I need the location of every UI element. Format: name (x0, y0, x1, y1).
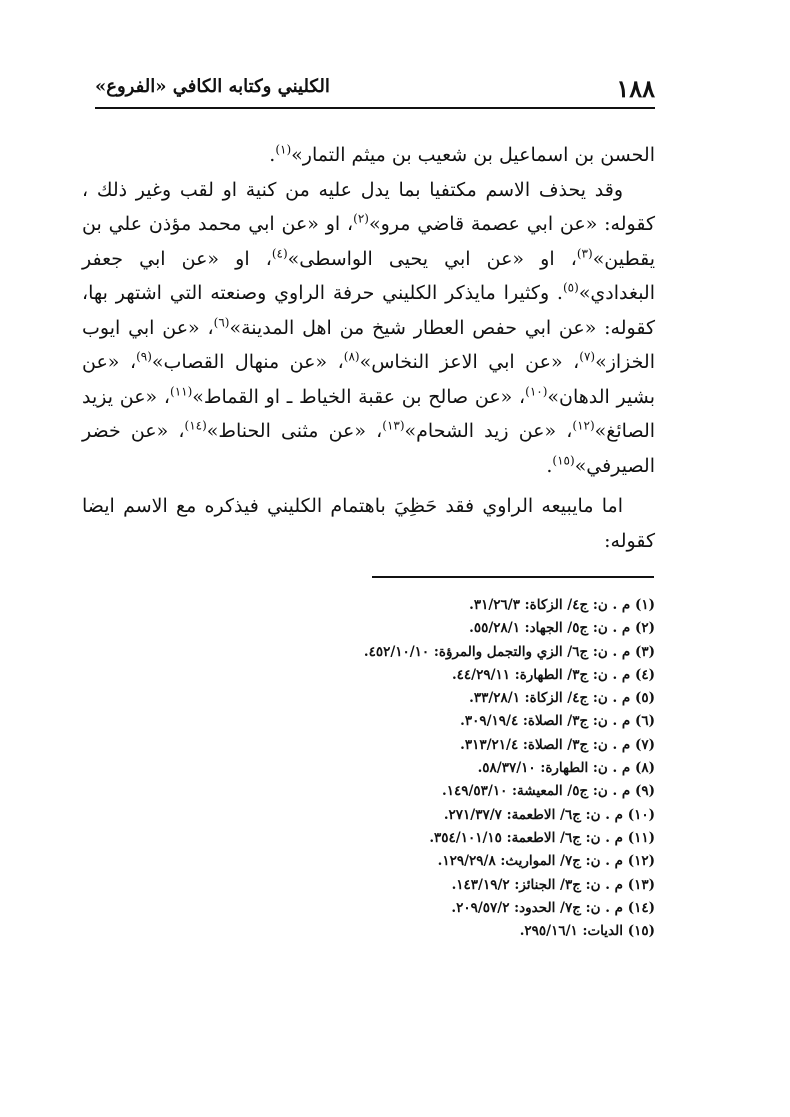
footnote-divider (372, 576, 654, 578)
footnote-item: (١٢) م . ن: ج٧/ المواريث: ١٢٩/٢٩/٨. (437, 853, 655, 870)
footnote-item: (٩) م . ن: ج٥/ المعيشة: ١٤٩/٥٣/١٠. (442, 783, 655, 800)
paragraph-text: ، «عن زيد الشحام» (404, 420, 573, 442)
paragraph-3 (82, 489, 655, 558)
paragraph-text: ، «عن بشير الدهان» (82, 351, 655, 408)
footnote-ref[interactable]: (٧) (579, 349, 596, 364)
footnotes (300, 594, 655, 943)
footnote-item: (٥) م . ن: ج٤/ الزكاة: ٣٣/٢٨/١. (469, 690, 655, 707)
paragraph-text: ، او «عن ابي جعفر البغدادي» (82, 247, 655, 304)
footnote-ref[interactable]: (٦) (213, 315, 230, 330)
paragraph-text: ، «عن ابي ايوب الخزاز» (82, 316, 655, 373)
running-title: الكليني وكتابه الكافي «الفروع» (95, 76, 330, 97)
paragraph-text: وقد يحذف الاسم مكتفيا بما يدل عليه من كنية او لقب وغير ذلك ، كقوله: «عن ابي عصمة قاضي مرو» (82, 178, 655, 235)
footnote-item: (٣) م . ن: ج٦/ الزي والتجمل والمرؤة: ٤٥٢/١٠/١٠. (363, 643, 655, 660)
footnote-ref[interactable]: (٥) (562, 280, 579, 295)
footnote-item: (٢) م . ن: ج٥/ الجهاد: ٥٥/٢٨/١. (469, 620, 655, 637)
footnote-ref[interactable]: (١٢) (572, 418, 595, 433)
footnote-ref[interactable]: (١) (275, 142, 292, 157)
footnote-item: (٨) م . ن: الطهارة: ٥٨/٣٧/١٠. (477, 760, 655, 777)
footnote-ref[interactable]: (٨) (343, 349, 360, 364)
footnote-ref[interactable]: (٤) (271, 246, 288, 261)
paragraph-text: ، او «عن ابي يحيى الواسطى» (287, 247, 577, 270)
footnote-ref[interactable]: (١٠) (525, 384, 548, 399)
paragraph-text: ، «عن خضر الصيرفي» (82, 420, 655, 477)
paragraph-text: اما مايبيعه الراوي فقد حَظِيَ باهتمام الكليني فيذكره مع الاسم ايضا كقوله: (82, 495, 655, 552)
paragraph-1 (82, 138, 655, 173)
footnote-ref[interactable]: (٢) (353, 211, 369, 226)
footnote-ref[interactable]: (١٤) (184, 418, 207, 433)
paragraph-text: . (546, 454, 553, 477)
paragraph-text: ، «عن منهال القصاب» (151, 351, 344, 373)
paragraph-text: ، «عن صالح بن عقبة الخياط ـ او القماط» (192, 385, 526, 408)
page-header (95, 70, 655, 106)
footnote-item: (١١) م . ن: ج٦/ الاطعمة: ٣٥٤/١٠١/١٥. (429, 829, 655, 846)
paragraph-2 (82, 173, 655, 484)
main-text (82, 138, 655, 558)
paragraph-text: ، «عن ابي الاعز النخاس» (359, 351, 580, 373)
paragraph-text: . (269, 144, 276, 166)
paragraph-text: ، او «عن ابي محمد مؤذن علي بن يقطين» (82, 213, 655, 270)
footnote-item: (١٥) الديات: ٢٩٥/١٦/١. (519, 923, 655, 940)
footnote-item: (١٣) م . ن: ج٣/ الجنائز: ١٤٣/١٩/٢. (451, 876, 655, 893)
footnote-ref[interactable]: (١١) (170, 384, 193, 399)
header-divider (95, 107, 655, 109)
footnote-item: (١) م . ن: ج٤/ الزكاة: ٣١/٢٦/٣. (469, 597, 655, 613)
footnote-item: (١٠) م . ن: ج٦/ الاطعمة: ٢٧١/٣٧/٧. (443, 806, 655, 823)
page-number: ١٨٨ (616, 74, 655, 103)
paragraph-text: . وكثيرا مايذكر الكليني حرفة الراوي وصنعته التي اشتهر بها، كقوله: «عن ابي حفص العطار شيخ من اهل المدينة» (82, 282, 656, 339)
footnote-item: (٧) م . ن: ج٣/ الصلاة: ٣١٣/٢١/٤. (460, 736, 655, 753)
paragraph-text: ، «عن مثنى الحناط» (206, 420, 383, 442)
footnote-ref[interactable]: (١٥) (552, 453, 575, 468)
footnote-item: (١٤) م . ن: ج٧/ الحدود: ٢٠٩/٥٧/٢. (451, 899, 655, 916)
footnote-ref[interactable]: (١٣) (382, 418, 405, 433)
paragraph-text: الحسن بن اسماعيل بن شعيب بن ميثم التمار» (291, 144, 655, 166)
paragraph-text: ، «عن يزيد الصائغ» (82, 385, 656, 442)
footnote-item: (٦) م . ن: ج٣/ الصلاة: ٣٠٩/١٩/٤. (460, 713, 655, 730)
footnote-ref[interactable]: (٣) (576, 246, 593, 261)
footnote-item: (٤) م . ن: ج٣/ الطهارة: ٤٤/٢٩/١١. (451, 666, 655, 683)
footnote-ref[interactable]: (٩) (136, 349, 152, 364)
